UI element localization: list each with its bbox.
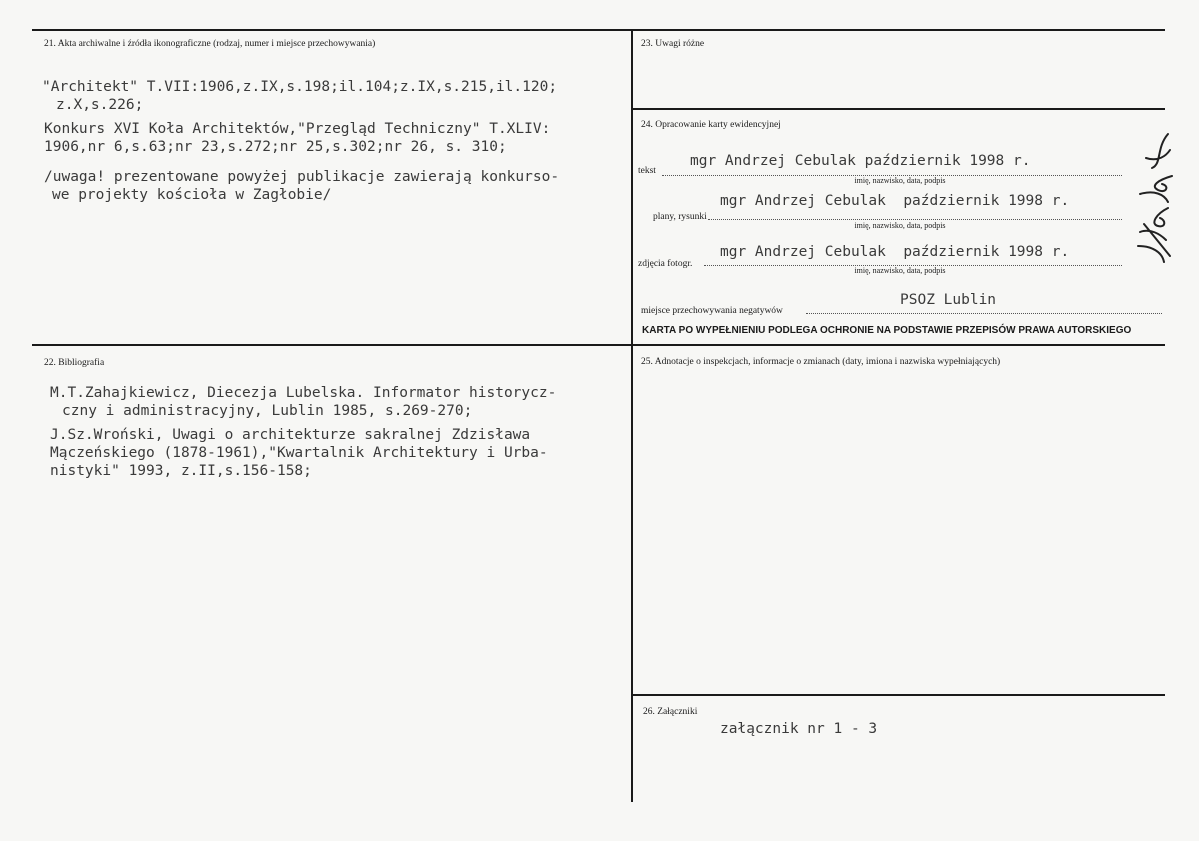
section-21-line: we projekty kościoła w Zagłobie/ bbox=[52, 187, 332, 203]
author-plans-value: mgr Andrzej Cebulak październik 1998 r. bbox=[720, 193, 1070, 209]
author-plans-caption: imię, nazwisko, data, podpis bbox=[854, 221, 946, 230]
author-photos-label: zdjęcia fotogr. bbox=[638, 259, 693, 269]
negatives-value: PSOZ Lublin bbox=[900, 292, 997, 308]
section-24-header: 24. Opracowanie karty ewidencyjnej bbox=[641, 120, 781, 130]
author-photos-caption: imię, nazwisko, data, podpis bbox=[854, 266, 946, 275]
author-text-label: tekst bbox=[638, 166, 656, 176]
negatives-dots bbox=[806, 313, 1162, 314]
section-21-line: 1906,nr 6,s.63;nr 23,s.272;nr 25,s.302;nr 26, s. 310; bbox=[44, 139, 507, 155]
middle-rule bbox=[32, 344, 1165, 346]
author-photos-value: mgr Andrzej Cebulak październik 1998 r. bbox=[720, 244, 1070, 260]
attachments-value: załącznik nr 1 - 3 bbox=[720, 721, 878, 737]
section-22-line: M.T.Zahajkiewicz, Diecezja Lubelska. Informator historycz- bbox=[50, 385, 557, 401]
section-22-line: Mączeńskiego (1878-1961),"Kwartalnik Architektury i Urba- bbox=[50, 445, 548, 461]
copyright-notice: KARTA PO WYPEŁNIENIU PODLEGA OCHRONIE NA PODSTAWIE PRZEPISÓW PRAWA AUTORSKIEGO bbox=[642, 325, 1132, 336]
section-25-header: 25. Adnotacje o inspekcjach, informacje o zmianach (daty, imiona i nazwiska wypełniających) bbox=[641, 357, 1001, 367]
signature-image bbox=[1128, 128, 1178, 268]
section-22-line: J.Sz.Wroński, Uwagi o architekturze sakralnej Zdzisława bbox=[50, 427, 531, 443]
vertical-divider bbox=[631, 29, 633, 802]
section-21-line: /uwaga! prezentowane powyżej publikacje zawierają konkurso- bbox=[44, 169, 560, 185]
top-rule bbox=[32, 29, 1165, 31]
author-plans-label: plany, rysunki bbox=[653, 212, 707, 222]
section-23-header: 23. Uwagi różne bbox=[641, 39, 705, 49]
rule-23-24 bbox=[632, 108, 1165, 110]
author-plans-dots bbox=[708, 219, 1122, 220]
section-22-line: czny i administracyjny, Lublin 1985, s.269-270; bbox=[62, 403, 473, 419]
author-text-value: mgr Andrzej Cebulak październik 1998 r. bbox=[690, 153, 1031, 169]
negatives-label: miejsce przechowywania negatywów bbox=[641, 306, 783, 316]
section-22-line: nistyki" 1993, z.II,s.156-158; bbox=[50, 463, 312, 479]
section-21-header: 21. Akta archiwalne i źródła ikonograficzne (rodzaj, numer i miejsce przechowywania) bbox=[44, 39, 376, 49]
section-22-header: 22. Bibliografia bbox=[44, 358, 105, 368]
section-21-line: "Architekt" T.VII:1906,z.IX,s.198;il.104;z.IX,s.215,il.120; bbox=[42, 79, 558, 95]
section-21-line: Konkurs XVI Koła Architektów,"Przegląd Techniczny" T.XLIV: bbox=[44, 121, 551, 137]
rule-25-26 bbox=[632, 694, 1165, 696]
section-26-header: 26. Załączniki bbox=[643, 707, 698, 717]
author-text-caption: imię, nazwisko, data, podpis bbox=[854, 176, 946, 185]
section-21-line: z.X,s.226; bbox=[56, 97, 144, 113]
